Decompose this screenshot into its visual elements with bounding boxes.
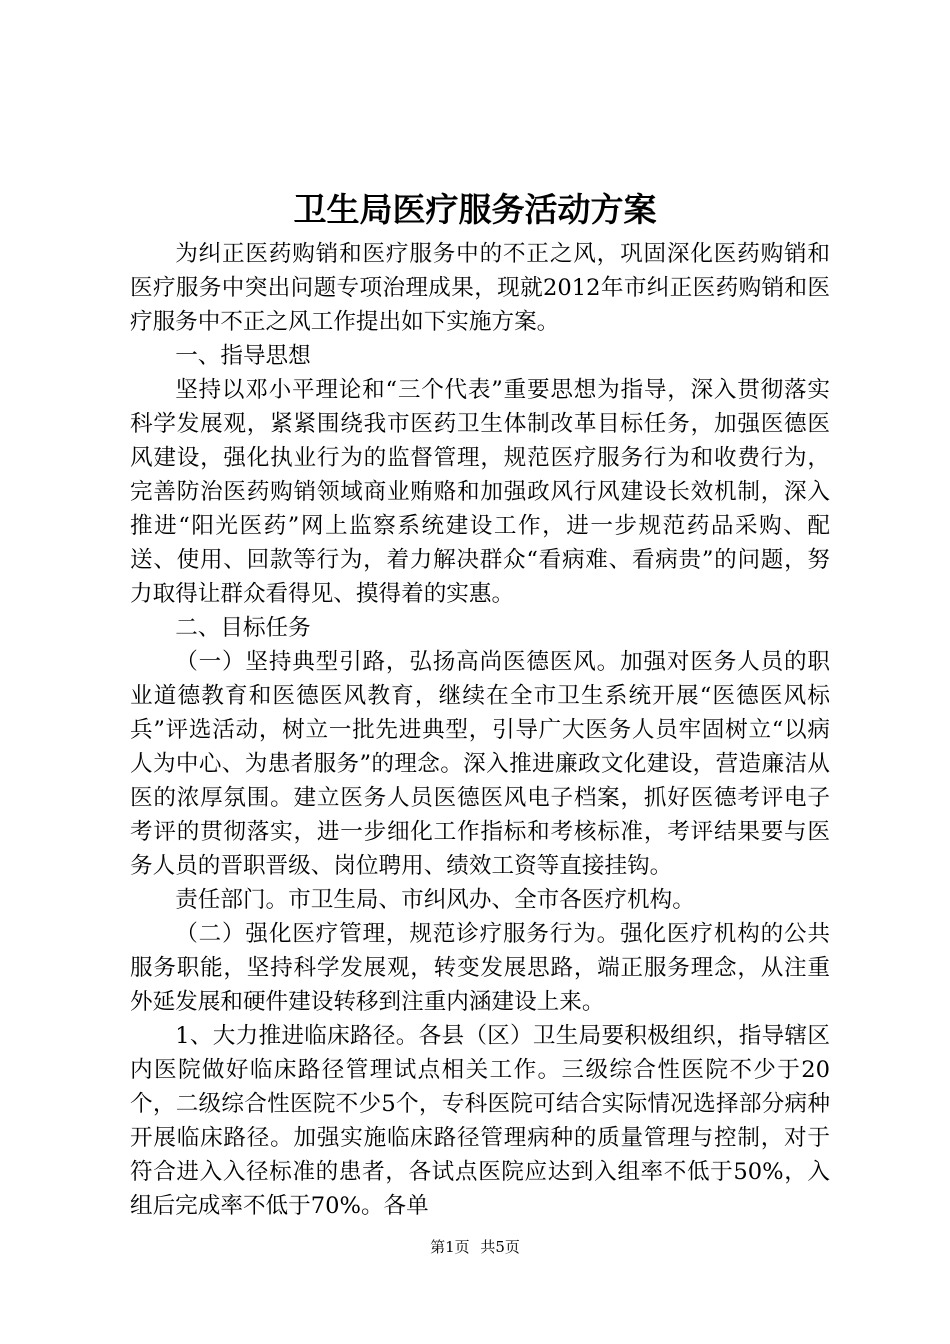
document-body [130, 237, 830, 1223]
paragraph-responsible-departments: 责任部门。市卫生局、市纠风办、全市各医疗机构。 [175, 887, 695, 913]
paragraph-guiding-ideology: 坚持以邓小平理论和“三个代表”重要思想为指导，深入贯彻落实科学发展观，紧紧围绕我市医药卫生体制改革目标任务，加强医德医风建设，强化执业行为的监督管理，规范医疗服务行为和收费行为，完善防治医药购销领域商业贿赂和加强政风行风建设长效机制，深入推进“阳光医药”网上监察系统建设工作，进一步规范药品采购、配送、使用、回款等行为，着力解决群众“看病难、看病贵”的问题，努力取得让群众看得见、摸得着的实惠。 [130, 377, 830, 607]
paragraph-task-one: （一）坚持典型引路，弘扬高尚医德医风。加强对医务人员的职业道德教育和医德医风教育，继续在全市卫生系统开展“医德医风标兵”评选活动，树立一批先进典型，引导广大医务人员牢固树立“以病人为中心、为患者服务”的理念。深入推进廉政文化建设，营造廉洁从医的浓厚氛围。建立医务人员医德医风电子档案，抓好医德考评电子考评的贯彻落实，进一步细化工作指标和考核标准，考评结果要与医务人员的晋职晋级、岗位聘用、绩效工资等直接挂钩。 [130, 649, 830, 879]
heading-guiding-ideology: 一、指导思想 [175, 343, 311, 369]
paragraph-intro: 为纠正医药购销和医疗服务中的不正之风，巩固深化医药购销和医疗服务中突出问题专项治理成果，现就2012年市纠正医药购销和医疗服务中不正之风工作提出如下实施方案。 [130, 241, 830, 335]
page-total: 共5页 [480, 1238, 520, 1256]
heading-goals-tasks: 二、目标任务 [175, 615, 311, 641]
document-title: 卫生局医疗服务活动方案 [293, 190, 657, 229]
page-footer [0, 1236, 950, 1257]
page-number: 第1页 [430, 1238, 470, 1256]
paragraph-task-two: （二）强化医疗管理，规范诊疗服务行为。强化医疗机构的公共服务职能，坚持科学发展观，转变发展思路，端正服务理念，从注重外延发展和硬件建设转移到注重内涵建设上来。 [130, 921, 830, 1015]
paragraph-clinical-pathway: 1、大力推进临床路径。各县（区）卫生局要积极组织，指导辖区内医院做好临床路径管理试点相关工作。三级综合性医院不少于20个，二级综合性医院不少5个，专科医院可结合实际情况选择部分病种开展临床路径。加强实施临床路径管理病种的质量管理与控制，对于符合进入入径标准的患者，各试点医院应达到入组率不低于50%，入组后完成率不低于70%。各单 [130, 1023, 830, 1219]
